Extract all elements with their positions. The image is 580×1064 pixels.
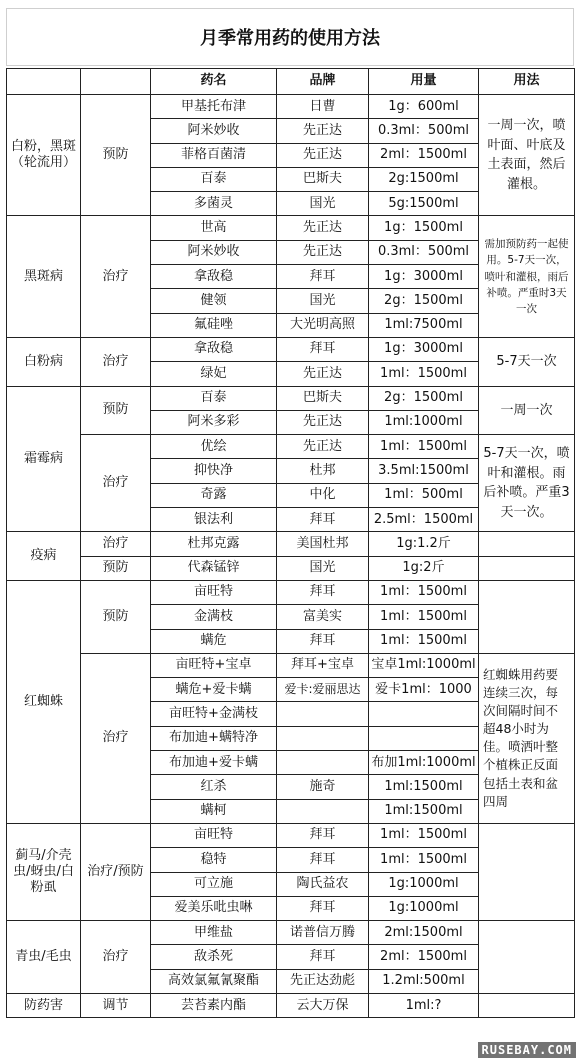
- dosage-cell: 1g：600ml: [369, 95, 479, 119]
- dosage-cell: [369, 726, 479, 750]
- drug-name-cell: 芸苔素内酯: [151, 993, 277, 1017]
- brand-cell: 拜耳: [277, 945, 369, 969]
- drug-name-cell: 亩旺特+宝卓: [151, 653, 277, 677]
- dosage-cell: 2g：1500ml: [369, 386, 479, 410]
- brand-cell: 大光明高照: [277, 313, 369, 337]
- dosage-cell: [369, 702, 479, 726]
- drug-name-cell: 敌杀死: [151, 945, 277, 969]
- usage-cell: [479, 556, 575, 580]
- dosage-cell: 2g：1500ml: [369, 289, 479, 313]
- usage-cell: [479, 993, 575, 1017]
- stage-cell: 治疗: [81, 337, 151, 386]
- brand-cell: 先正达: [277, 216, 369, 240]
- drug-name-cell: 亩旺特+金满枝: [151, 702, 277, 726]
- dosage-cell: 2ml：1500ml: [369, 143, 479, 167]
- usage-cell: 一周一次: [479, 386, 575, 435]
- brand-cell: 诺普信万腾: [277, 921, 369, 945]
- dosage-cell: 1g:2斤: [369, 556, 479, 580]
- table-row: [7, 95, 575, 119]
- usage-cell: [479, 580, 575, 653]
- drug-name-cell: 百泰: [151, 386, 277, 410]
- stage-cell: 预防: [81, 556, 151, 580]
- brand-cell: 巴斯夫: [277, 386, 369, 410]
- drug-name-cell: 多菌灵: [151, 192, 277, 216]
- drug-name-cell: 布加迪+爱卡螨: [151, 751, 277, 775]
- dosage-cell: 1ml:?: [369, 993, 479, 1017]
- brand-cell: 拜耳+宝卓: [277, 653, 369, 677]
- medication-table: [6, 68, 575, 1018]
- usage-cell: 红蜘蛛用药要连续三次，每次间隔时间不超48小时为佳。喷洒叶整个植株正反面包括土表和盆四周: [479, 653, 575, 823]
- drug-name-cell: 优绘: [151, 435, 277, 459]
- dosage-cell: 1.2ml:500ml: [369, 969, 479, 993]
- dosage-cell: 爱卡1ml：1000: [369, 678, 479, 702]
- pest-cell: 红蜘蛛: [7, 580, 81, 823]
- stage-cell: 预防: [81, 386, 151, 435]
- brand-cell: [277, 702, 369, 726]
- brand-cell: 拜耳: [277, 337, 369, 361]
- table-body: [7, 69, 575, 1018]
- drug-name-cell: 杜邦克露: [151, 532, 277, 556]
- brand-cell: 国光: [277, 289, 369, 313]
- drug-name-cell: 拿敌稳: [151, 337, 277, 361]
- brand-cell: 拜耳: [277, 265, 369, 289]
- brand-cell: 拜耳: [277, 580, 369, 604]
- drug-name-cell: 亩旺特: [151, 823, 277, 847]
- dosage-cell: 1ml:1500ml: [369, 775, 479, 799]
- dosage-cell: 1ml：1500ml: [369, 823, 479, 847]
- header-cell-usage: 用法: [479, 69, 575, 95]
- brand-cell: 国光: [277, 556, 369, 580]
- drug-name-cell: 高效氯氟氰聚酯: [151, 969, 277, 993]
- pest-cell: 疫病: [7, 532, 81, 581]
- brand-cell: [277, 799, 369, 823]
- dosage-cell: 1ml:7500ml: [369, 313, 479, 337]
- stage-cell: 治疗: [81, 216, 151, 337]
- dosage-cell: 2g:1500ml: [369, 167, 479, 191]
- usage-cell: 5-7天一次，喷叶和灌根。雨后补喷。严重3天一次。: [479, 435, 575, 532]
- dosage-cell: 1ml：1500ml: [369, 848, 479, 872]
- table-row: [7, 337, 575, 361]
- brand-cell: 日曹: [277, 95, 369, 119]
- usage-cell: [479, 532, 575, 556]
- brand-cell: 杜邦: [277, 459, 369, 483]
- dosage-cell: 3.5ml:1500ml: [369, 459, 479, 483]
- brand-cell: 巴斯夫: [277, 167, 369, 191]
- dosage-cell: 5g:1500ml: [369, 192, 479, 216]
- page-title: 月季常用药的使用方法: [6, 8, 574, 66]
- brand-cell: 先正达: [277, 435, 369, 459]
- drug-name-cell: 阿米多彩: [151, 410, 277, 434]
- stage-cell: 预防: [81, 95, 151, 216]
- table-row: [7, 532, 575, 556]
- header-row: [7, 69, 575, 95]
- drug-name-cell: 健领: [151, 289, 277, 313]
- drug-name-cell: 亩旺特: [151, 580, 277, 604]
- header-cell-dosage: 用量: [369, 69, 479, 95]
- table-row: [7, 556, 575, 580]
- brand-cell: 先正达: [277, 410, 369, 434]
- drug-name-cell: 奇露: [151, 483, 277, 507]
- usage-cell: [479, 921, 575, 994]
- brand-cell: 施奇: [277, 775, 369, 799]
- usage-cell: 5-7天一次: [479, 337, 575, 386]
- brand-cell: 先正达劲彪: [277, 969, 369, 993]
- drug-name-cell: 爱美乐吡虫啉: [151, 896, 277, 920]
- brand-cell: 富美实: [277, 605, 369, 629]
- brand-cell: 美国杜邦: [277, 532, 369, 556]
- stage-cell: 治疗: [81, 435, 151, 532]
- stage-cell: 治疗: [81, 532, 151, 556]
- dosage-cell: 1ml：1500ml: [369, 580, 479, 604]
- usage-cell: 一周一次，喷叶面、叶底及土表面，然后灌根。: [479, 95, 575, 216]
- dosage-cell: 宝卓1ml:1000ml: [369, 653, 479, 677]
- dosage-cell: 1ml：1500ml: [369, 605, 479, 629]
- brand-cell: 陶氏益农: [277, 872, 369, 896]
- dosage-cell: 1g:1000ml: [369, 872, 479, 896]
- dosage-cell: 1ml：500ml: [369, 483, 479, 507]
- dosage-cell: 1ml:1500ml: [369, 799, 479, 823]
- dosage-cell: 1g：3000ml: [369, 265, 479, 289]
- drug-name-cell: 甲维盐: [151, 921, 277, 945]
- usage-cell: [479, 823, 575, 920]
- drug-name-cell: 螨危: [151, 629, 277, 653]
- stage-cell: 治疗: [81, 921, 151, 994]
- pest-cell: 白粉，黑斑（轮流用）: [7, 95, 81, 216]
- dosage-cell: 2ml:1500ml: [369, 921, 479, 945]
- stage-cell: 预防: [81, 580, 151, 653]
- usage-cell: 需加预防药一起使用。5-7天一次，喷叶和灌根，雨后补喷。严重时3天一次: [479, 216, 575, 337]
- table-row: [7, 580, 575, 604]
- brand-cell: 先正达: [277, 362, 369, 386]
- table-row: [7, 921, 575, 945]
- drug-name-cell: 阿米妙收: [151, 119, 277, 143]
- pest-cell: 白粉病: [7, 337, 81, 386]
- dosage-cell: 1g：3000ml: [369, 337, 479, 361]
- drug-name-cell: 菲格百菌清: [151, 143, 277, 167]
- drug-name-cell: 绿妃: [151, 362, 277, 386]
- table-row: [7, 216, 575, 240]
- brand-cell: 中化: [277, 483, 369, 507]
- table-row: [7, 653, 575, 677]
- drug-name-cell: 银法利: [151, 508, 277, 532]
- brand-cell: 云大万保: [277, 993, 369, 1017]
- brand-cell: 先正达: [277, 240, 369, 264]
- brand-cell: 国光: [277, 192, 369, 216]
- watermark: RUSEBAY.COM: [478, 1042, 576, 1058]
- pest-cell: 黑斑病: [7, 216, 81, 337]
- table-row: [7, 993, 575, 1017]
- dosage-cell: 2ml：1500ml: [369, 945, 479, 969]
- brand-cell: 拜耳: [277, 508, 369, 532]
- header-cell-pest: [7, 69, 81, 95]
- brand-cell: 拜耳: [277, 823, 369, 847]
- dosage-cell: 1ml：1500ml: [369, 629, 479, 653]
- dosage-cell: 1g:1000ml: [369, 896, 479, 920]
- drug-name-cell: 抑快净: [151, 459, 277, 483]
- brand-cell: [277, 726, 369, 750]
- stage-cell: 调节: [81, 993, 151, 1017]
- brand-cell: 先正达: [277, 119, 369, 143]
- table-row: [7, 823, 575, 847]
- table-row: [7, 386, 575, 410]
- drug-name-cell: 螨危+爱卡螨: [151, 678, 277, 702]
- dosage-cell: 1g:1.2斤: [369, 532, 479, 556]
- dosage-cell: 布加1ml:1000ml: [369, 751, 479, 775]
- dosage-cell: 1ml：1500ml: [369, 435, 479, 459]
- dosage-cell: 0.3ml：500ml: [369, 240, 479, 264]
- drug-name-cell: 百泰: [151, 167, 277, 191]
- dosage-cell: 1g：1500ml: [369, 216, 479, 240]
- brand-cell: 爱卡:爱丽思达: [277, 678, 369, 702]
- drug-name-cell: 布加迪+螨特净: [151, 726, 277, 750]
- drug-name-cell: 甲基托布津: [151, 95, 277, 119]
- header-cell-stage: [81, 69, 151, 95]
- brand-cell: [277, 751, 369, 775]
- pest-cell: 蓟马/介壳虫/蚜虫/白粉虱: [7, 823, 81, 920]
- drug-name-cell: 氟硅唑: [151, 313, 277, 337]
- stage-cell: 治疗/预防: [81, 823, 151, 920]
- drug-name-cell: 阿米妙收: [151, 240, 277, 264]
- brand-cell: 拜耳: [277, 629, 369, 653]
- pest-cell: 霜霉病: [7, 386, 81, 532]
- brand-cell: 拜耳: [277, 896, 369, 920]
- dosage-cell: 1ml:1000ml: [369, 410, 479, 434]
- drug-name-cell: 世高: [151, 216, 277, 240]
- dosage-cell: 1ml：1500ml: [369, 362, 479, 386]
- stage-cell: 治疗: [81, 653, 151, 823]
- drug-name-cell: 金满枝: [151, 605, 277, 629]
- header-cell-brand: 品牌: [277, 69, 369, 95]
- header-cell-drug: 药名: [151, 69, 277, 95]
- pest-cell: 青虫/毛虫: [7, 921, 81, 994]
- dosage-cell: 0.3ml：500ml: [369, 119, 479, 143]
- drug-name-cell: 代森锰锌: [151, 556, 277, 580]
- brand-cell: 拜耳: [277, 848, 369, 872]
- dosage-cell: 2.5ml：1500ml: [369, 508, 479, 532]
- drug-name-cell: 红杀: [151, 775, 277, 799]
- drug-name-cell: 稳特: [151, 848, 277, 872]
- pest-cell: 防药害: [7, 993, 81, 1017]
- drug-name-cell: 拿敌稳: [151, 265, 277, 289]
- brand-cell: 先正达: [277, 143, 369, 167]
- table-row: [7, 435, 575, 459]
- drug-name-cell: 螨柯: [151, 799, 277, 823]
- drug-name-cell: 可立施: [151, 872, 277, 896]
